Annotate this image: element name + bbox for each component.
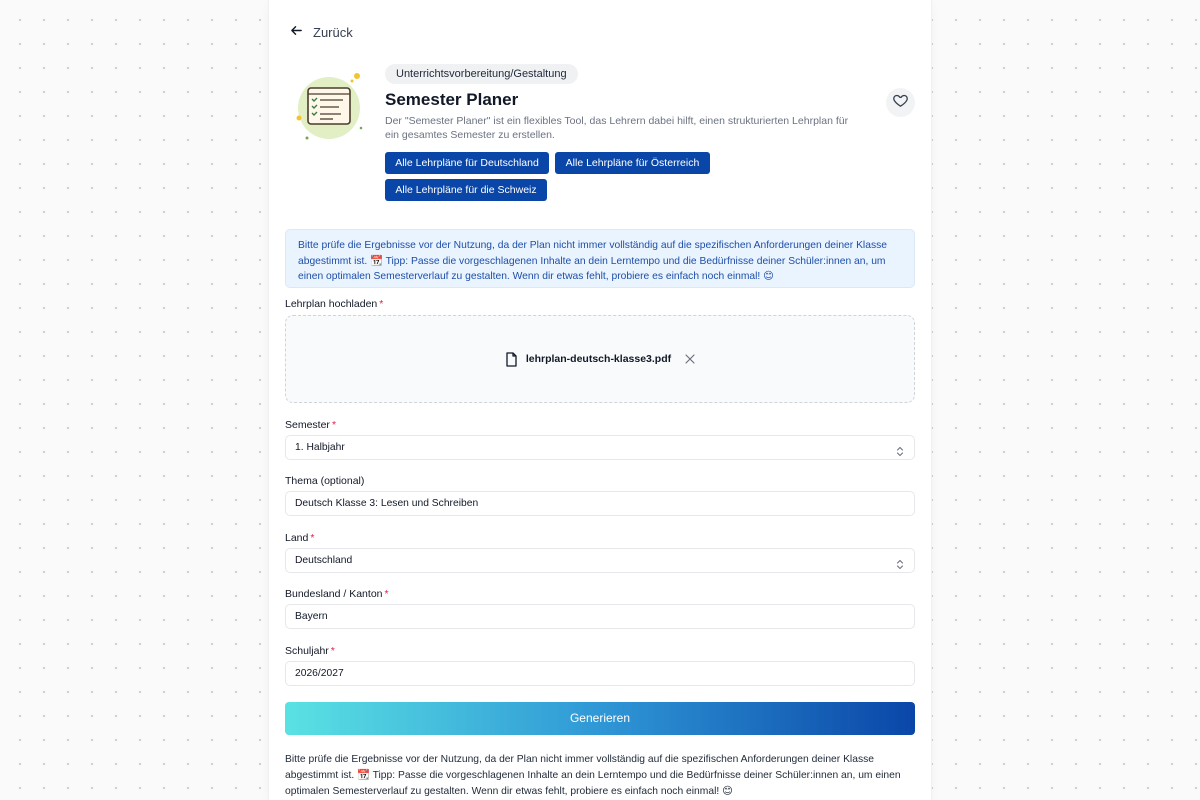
upload-label: [285, 298, 383, 310]
curriculum-germany-button[interactable]: Alle Lehrpläne für Deutschland: [385, 152, 549, 174]
remove-file-icon[interactable]: [685, 354, 695, 364]
country-label-text: Land: [285, 532, 309, 544]
back-label: Zurück: [313, 24, 353, 40]
required-marker: *: [330, 645, 335, 657]
generate-button[interactable]: Generieren: [285, 702, 915, 735]
footer-note: Bitte prüfe die Ergebnisse vor der Nutzung, da der Plan nicht immer vollständig auf die spezifischen Anforderungen deiner Klasse abgestimmt ist. 📆 Tipp: Passe die vorgeschlagenen Inhalte an dein Lerntempo und die Bedürfnisse deiner Schüler:innen an, um einen optimalen Semesterverlauf zu gestalten. Wenn dir etwas fehlt, probiere es einfach noch einmal! 😊: [285, 754, 901, 797]
school-year-label: [285, 645, 335, 657]
topic-value: Deutsch Klasse 3: Lesen und Schreiben: [295, 498, 479, 509]
semester-value: 1. Halbjahr: [295, 442, 345, 453]
required-marker: *: [384, 588, 389, 600]
school-year-input[interactable]: [285, 661, 915, 686]
required-marker: *: [310, 532, 315, 544]
required-marker: *: [379, 298, 384, 310]
school-year-label-text: Schuljahr: [285, 645, 329, 657]
required-marker: *: [331, 419, 337, 431]
select-caret-icon: [896, 443, 904, 454]
back-link[interactable]: [290, 22, 353, 42]
semester-label: [285, 419, 336, 431]
semester-label-text: Semester: [285, 419, 330, 431]
state-value: Bayern: [295, 611, 328, 622]
country-select[interactable]: [285, 548, 915, 573]
country-value: Deutschland: [295, 555, 353, 566]
heart-icon: [892, 92, 909, 114]
info-notice: Bitte prüfe die Ergebnisse vor der Nutzung, da der Plan nicht immer vollständig auf die spezifischen Anforderungen deiner Klasse abgestimmt ist. 📆 Tipp: Passe die vorgeschlagenen Inhalte an dein Lerntempo und die Bedürfnisse deiner Schüler:innen an, um einen optimalen Semesterverlauf zu gestalten. Wenn dir etwas fehlt, probiere es einfach noch einmal! 😊: [285, 229, 915, 288]
file-icon: [505, 352, 518, 367]
school-year-value: 2026/2027: [295, 668, 344, 679]
category-tag: Unterrichtsvorbereitung/Gestaltung: [385, 64, 578, 84]
state-label: [285, 588, 389, 600]
select-caret-icon: [896, 556, 904, 567]
country-label: [285, 532, 314, 544]
semester-select[interactable]: [285, 435, 915, 460]
uploaded-filename: lehrplan-deutsch-klasse3.pdf: [525, 353, 672, 365]
page-title: Semester Planer: [385, 90, 519, 109]
curriculum-austria-button[interactable]: Alle Lehrpläne für Österreich: [555, 152, 710, 174]
curriculum-switzerland-button[interactable]: Alle Lehrpläne für die Schweiz: [385, 179, 547, 201]
state-input[interactable]: [285, 604, 915, 629]
planner-illustration: [295, 72, 365, 142]
upload-label-text: Lehrplan hochladen: [285, 298, 378, 310]
favorite-button[interactable]: [886, 88, 915, 117]
tool-description: Der "Semester Planer" ist ein flexibles Tool, das Lehrern dabei hilft, einen strukturierten Lehrplan für ein gesamtes Semester zu erstellen.: [385, 115, 849, 141]
topic-label-text: Thema (optional): [285, 475, 365, 487]
arrow-left-icon: [290, 24, 303, 40]
topic-input[interactable]: [285, 491, 915, 516]
file-dropzone[interactable]: [285, 315, 915, 403]
topic-label: [285, 475, 364, 487]
state-label-text: Bundesland / Kanton: [285, 588, 383, 600]
